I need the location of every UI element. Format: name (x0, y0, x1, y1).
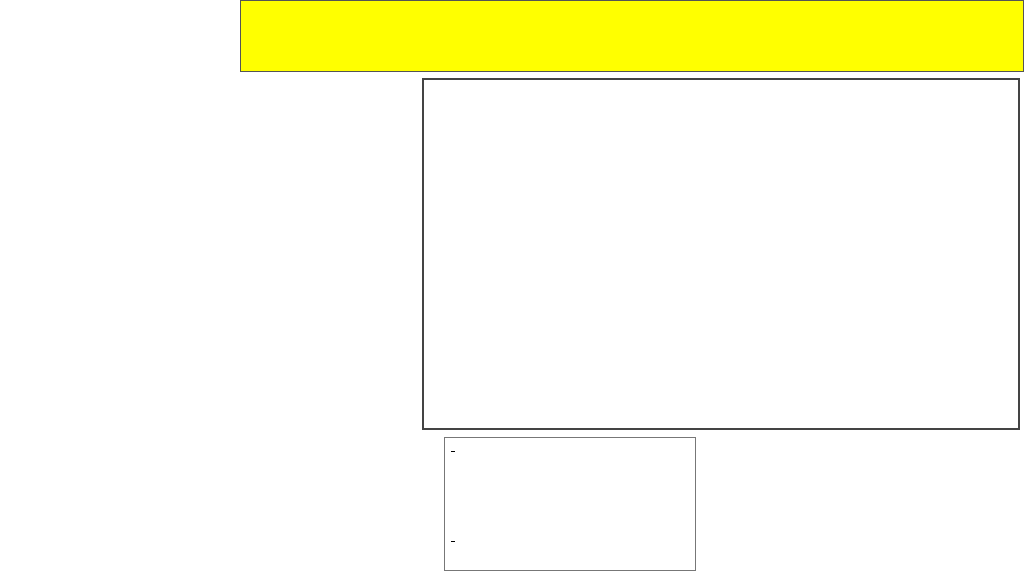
formula-box (444, 437, 696, 571)
formula-alpha-m (451, 444, 455, 458)
formula-beta-h-numerator (451, 541, 455, 542)
rate-charts (0, 0, 420, 574)
formula-alpha-m-numerator (451, 451, 455, 452)
bullet-m (524, 370, 1018, 387)
formula-beta-h (451, 534, 455, 548)
explanation-box (422, 78, 1020, 430)
bullet-h (524, 404, 1018, 421)
